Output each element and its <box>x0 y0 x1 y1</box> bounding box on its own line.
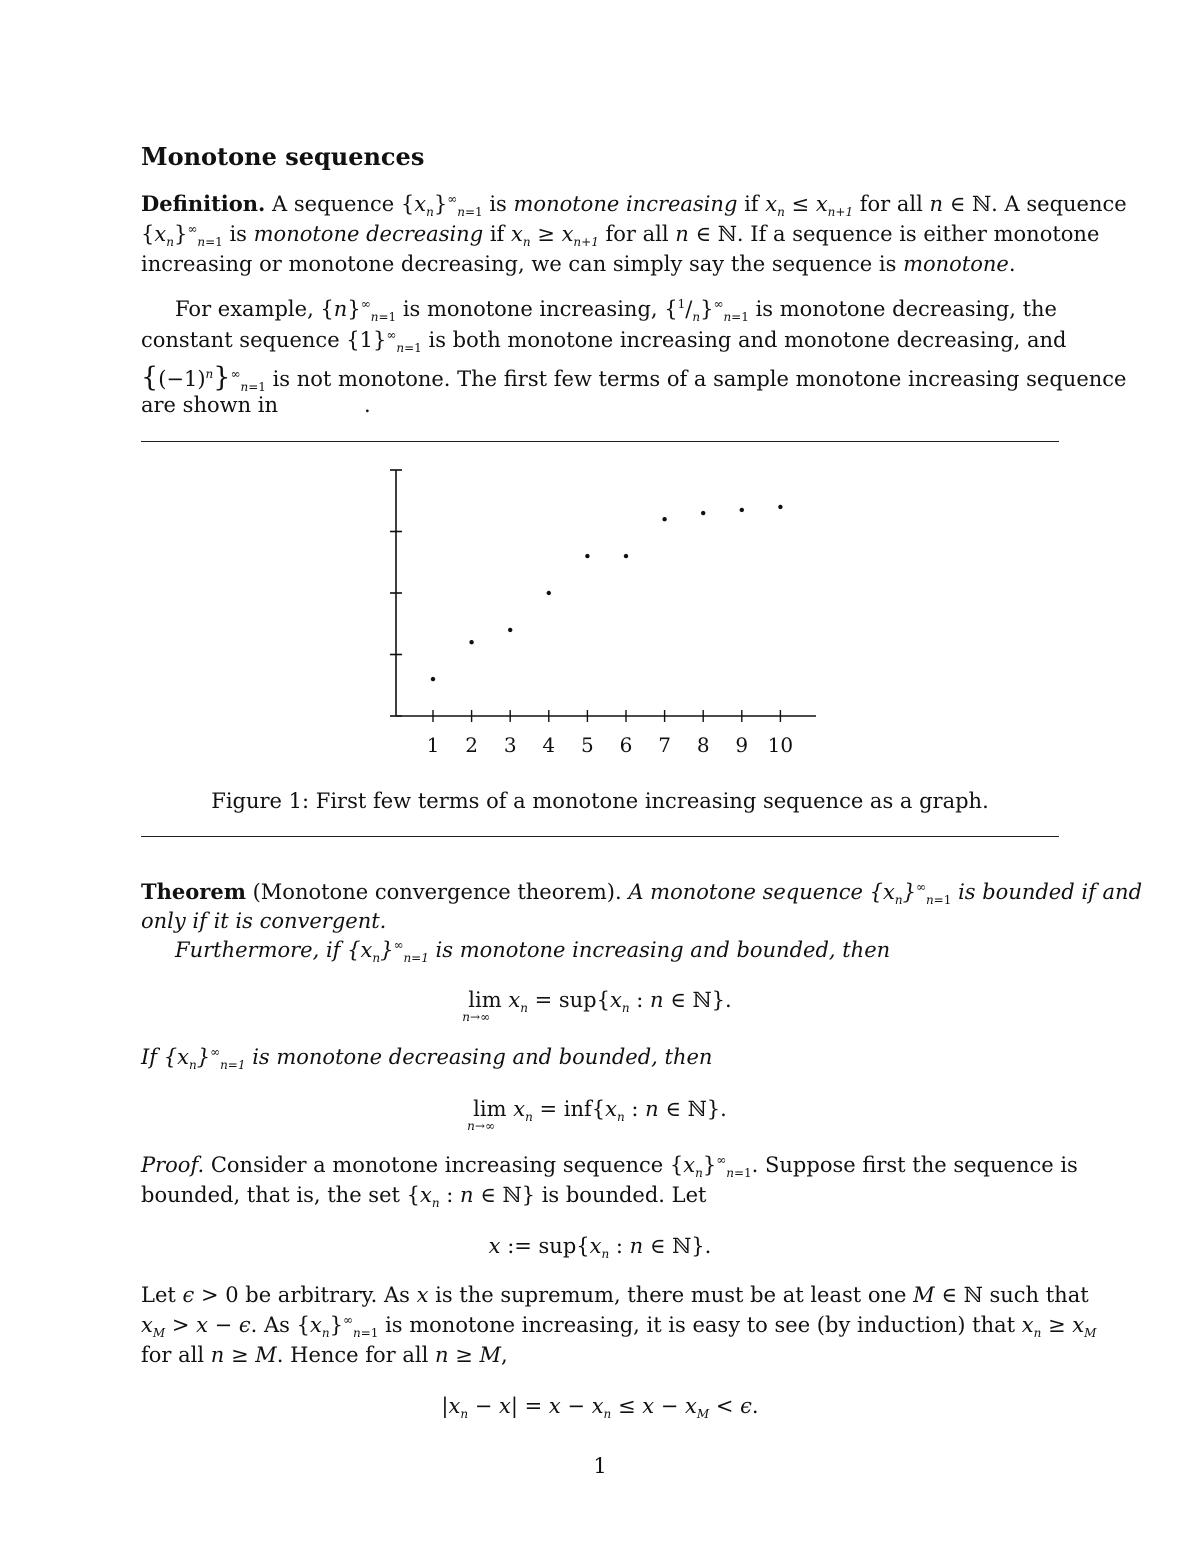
definition-label: Definition. <box>141 191 266 216</box>
theorem-label: Theorem <box>141 879 246 904</box>
definition-line-2: $\{x_n\}^\infty_{n=1}$ is monotone decreasing if $x_n \ge x_{n+1}$ for all n ∈ ℕ. If a sequence is either monotone <box>141 222 1100 250</box>
equation-limit-inf: lim n→∞ $x_n = inf\{x_n$ : n ∈ ℕ}. <box>467 1097 727 1133</box>
equation-sup-definition: x := $sup\{x_n$ : n ∈ ℕ}. <box>488 1234 712 1262</box>
x-tick-label: 4 <box>542 733 556 757</box>
example-line-3: $\{(-1)^n\}^\infty_{n=1}$ is not monotone. The first few terms of a sample monotone increasing sequence <box>141 362 1127 395</box>
data-point <box>547 591 551 595</box>
data-point <box>624 554 628 558</box>
section-title: Monotone sequences <box>141 142 425 171</box>
proof-label: Proof. <box>141 1153 205 1177</box>
proof-line-3: Let ϵ > 0 be arbitrary. As x is the supremum, there must be at least one M ∈ ℕ such that <box>141 1283 1089 1307</box>
x-tick-label: 7 <box>658 733 671 757</box>
x-tick-label: 9 <box>735 733 749 757</box>
x-tick-label: 2 <box>465 733 478 757</box>
proof-line-1: Proof. Consider a monotone increasing sequence $\{x_n\}^\infty_{n=1}$. Suppose first the sequence is <box>141 1153 1078 1181</box>
proof-line-5: for all n ≥ M. Hence for all n ≥ M, <box>141 1343 508 1367</box>
x-tick-label: 8 <box>696 733 710 757</box>
theorem-line-4: If $\{x_n\}^\infty_{n=1}$ is monotone decreasing and bounded, then <box>141 1045 713 1073</box>
figure-bottom-rule <box>141 836 1059 837</box>
theorem-line-3: Furthermore, if $\{x_n\}^\infty_{n=1}$ is monotone increasing and bounded, then <box>175 938 891 966</box>
data-point <box>469 640 473 644</box>
definition-line-3: increasing or monotone decreasing, we can simply say the sequence is monotone. <box>141 252 1016 276</box>
equation-limit-sup: lim n→∞ $x_n = sup\{x_n$ : n ∈ ℕ}. <box>462 988 732 1024</box>
proof-line-4: $x_M > x - \epsilon$. As $\{x_n\}^\infty_{n=1}$ is monotone increasing, it is easy to see (by induction) that $x_n \ge x_M$ <box>141 1313 1097 1341</box>
example-line-1: For example, $\{n\}^\infty_{n=1}$ is monotone increasing, $\{^1/_n\}^\infty_{n=1}$ is monotone decreasing, the <box>175 297 1057 325</box>
equation-final-bound: $|x_n - x| = x - x_n \le x - x_M < \epsilon$. <box>441 1394 759 1422</box>
data-point <box>585 554 589 558</box>
data-point <box>431 677 435 681</box>
example-line-4: are shown in . <box>141 393 371 417</box>
monotone-sequence-chart <box>141 455 1059 785</box>
definition-line-1: Definition. A sequence $\{x_n\}^\infty_{n=1}$ is monotone increasing if $x_n \le x_{n+1}$ for all n ∈ ℕ. A sequence <box>141 191 1127 220</box>
proof-line-2: bounded, that is, the set {$x_n$ : n ∈ ℕ} is bounded. Let <box>141 1183 707 1211</box>
data-point <box>508 628 512 632</box>
x-tick-label: 5 <box>581 733 594 757</box>
term-monotone: monotone <box>903 252 1009 276</box>
figure-top-rule <box>141 441 1059 442</box>
data-point <box>701 511 705 515</box>
figure-caption: Figure 1: First few terms of a monotone increasing sequence as a graph. <box>211 789 989 813</box>
data-point <box>662 517 666 521</box>
data-point <box>740 508 744 512</box>
data-point <box>778 505 782 509</box>
theorem-line-1: Theorem (Monotone convergence theorem). A monotone sequence $\{x_n\}^\infty_{n=1}$ is bounded if and <box>141 879 1143 908</box>
example-line-2: constant sequence $\{1\}^\infty_{n=1}$ is both monotone increasing and monotone decreasing, and <box>141 328 1067 356</box>
page-number: 1 <box>593 1454 607 1478</box>
term-monotone-decreasing: monotone decreasing <box>253 222 484 246</box>
term-monotone-increasing: monotone increasing <box>513 192 738 216</box>
x-tick-label: 10 <box>767 733 794 757</box>
x-tick-label: 1 <box>426 733 440 757</box>
x-tick-label: 3 <box>503 733 517 757</box>
x-tick-label: 6 <box>619 733 633 757</box>
theorem-line-2: only if it is convergent. <box>141 909 387 933</box>
